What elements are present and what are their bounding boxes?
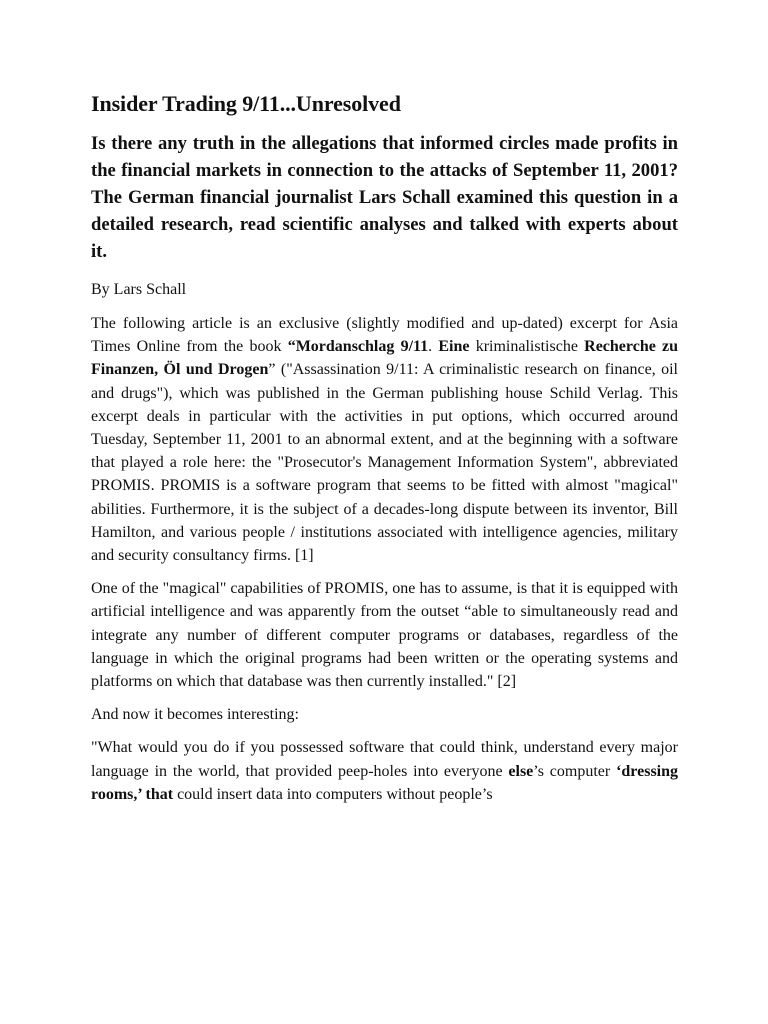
book-title-part-1: “Mordanschlag 9/11 bbox=[287, 338, 429, 356]
paragraph-4-bold-1: else bbox=[508, 762, 534, 780]
paragraph-4-text-2: ’s computer bbox=[533, 762, 617, 780]
paragraph-2: One of the "magical" capabilities of PROMIS, one has to assume, is that it is equipped with artificial intelligence and was apparently from the outset “able to simultaneously read and integrate any number of different computer programs or databases, regardless of the language in which the original programs had been written or the operating systems and platforms on which that database was then currently installed." [2] bbox=[91, 580, 678, 691]
paragraph-3: And now it becomes interesting: bbox=[91, 706, 299, 724]
paragraph-4 bbox=[91, 736, 678, 806]
paragraph-1-text-2: . bbox=[428, 338, 439, 356]
book-title-part-3: Recherche zu Finanzen, Öl und Drogen bbox=[91, 338, 679, 379]
document-page bbox=[91, 88, 678, 816]
article-lead: Is there any truth in the allegations that informed circles made profits in the financial markets in connection to the attacks of September 11, 2001? The German financial journalist Lars Schall examined this question in a detailed research, read scientific analyses and talked with experts about it. bbox=[91, 133, 678, 262]
paragraph-1 bbox=[91, 312, 678, 567]
article-byline: By Lars Schall bbox=[91, 281, 187, 298]
article-title: Insider Trading 9/11...Unresolved bbox=[91, 91, 401, 116]
paragraph-1-text-1: The following article is an exclusive (slightly modified and up-dated) excerpt for Asia Times Online from the book bbox=[91, 315, 678, 356]
paragraph-1-text-3: kriminalistische bbox=[469, 338, 585, 356]
paragraph-4-bold-2: ‘dressing rooms,’ that bbox=[91, 762, 679, 803]
book-title-part-2: Eine bbox=[438, 338, 470, 356]
paragraph-1-text-4: ” ("Assassination 9/11: A criminalistic research on finance, oil and drugs"), which was published in the German publishing house Schild Verlag. This excerpt deals in particular with the activities in put options, which occurred around Tuesday, September 11, 2001 to an abnormal extent, and at the beginning with a software that played a role here: the "Prosecutor's Management Information System", abbreviated PROMIS. PROMIS is a software program that seems to be fitted with almost "magical" abilities. Furthermore, it is the subject of a decades-long dispute between its inventor, Bill Hamilton, and various people / institutions associated with intelligence agencies, military and security consultancy firms. [1] bbox=[91, 361, 678, 565]
paragraph-4-text-3: could insert data into computers without people’s bbox=[173, 785, 493, 803]
paragraph-4-text-1: "What would you do if you possessed software that could think, understand every major language in the world, that provided peep-holes into everyone bbox=[91, 739, 678, 780]
